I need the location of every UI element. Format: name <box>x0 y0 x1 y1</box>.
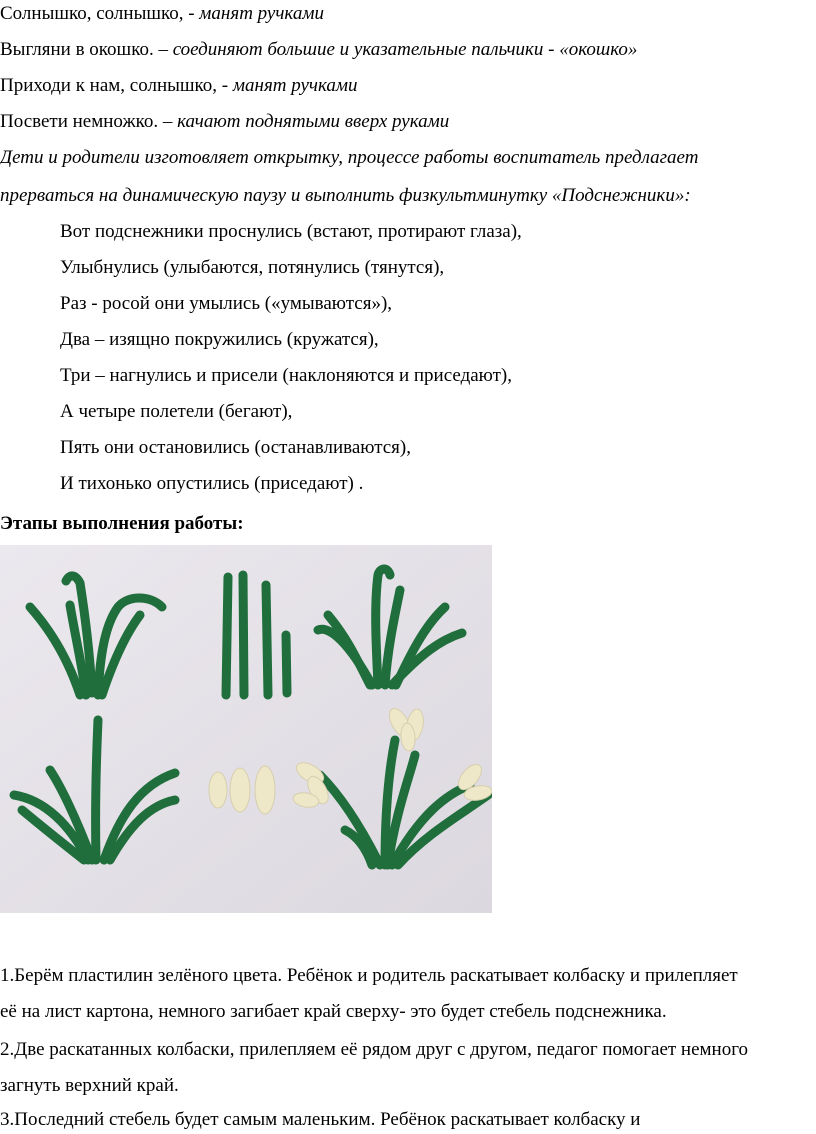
song-line-3 <box>0 74 358 98</box>
step-line-5: 3.Последний стебель будет самым маленьким. Ребёнок раскатывает колбаску и <box>0 1109 641 1130</box>
song-text: Приходи к нам, солнышко, - <box>0 75 229 96</box>
poem-line-3: Раз - росой они умылись («умываются»), <box>60 293 393 314</box>
poem-line-8: И тихонько опустились (приседают) . <box>60 473 364 494</box>
step-line-2: её на лист картона, немного загибает край сверху- это будет стебель подснежника. <box>0 1001 667 1022</box>
stage-5-petals <box>209 766 275 814</box>
poem-line-7: Пять они остановились (останавливаются), <box>60 437 411 458</box>
intro-line-2: прерваться на динамическую паузу и выполнить физкультминутку «Подснежники»: <box>0 185 691 206</box>
step-line-3: 2.Две раскатанных колбаски, прилепляем её рядом друг с другом, педагог помогает немного <box>0 1039 749 1060</box>
poem-line-6: А четыре полетели (бегают), <box>60 401 293 422</box>
step-line-4: загнуть верхний край. <box>0 1075 179 1096</box>
poem-line-2: Улыбнулись (улыбаются, потянулись (тянутся), <box>60 257 445 278</box>
song-action: качают поднятыми вверх руками <box>172 111 450 132</box>
song-text: Выгляни в окошко. – <box>0 39 168 60</box>
poem-line-4: Два – изящно покружились (кружатся), <box>60 329 379 350</box>
song-line-1 <box>0 2 324 26</box>
song-text: Посвети немножко. – <box>0 111 173 132</box>
poem-line-1: Вот подснежники проснулись (встают, протирают глаза), <box>60 221 522 242</box>
song-text: Солнышко, солнышко, <box>0 3 184 24</box>
intro-line-1: Дети и родители изготовляет открытку, процессе работы воспитатель предлагает <box>0 147 699 168</box>
song-line-4 <box>0 110 449 134</box>
song-action: соединяют большие и указательные пальчики - «окошко» <box>167 39 638 60</box>
song-action: манят ручками <box>228 75 358 96</box>
song-line-2 <box>0 38 637 62</box>
step-line-1: 1.Берём пластилин зелёного цвета. Ребёнок и родитель раскатывает колбаску и прилепляет <box>0 965 738 986</box>
song-action: - манят ручками <box>183 3 324 24</box>
snowdrops-photo <box>0 545 492 913</box>
stages-heading: Этапы выполнения работы: <box>0 513 244 534</box>
poem-line-5: Три – нагнулись и присели (наклоняются и приседают), <box>60 365 513 386</box>
